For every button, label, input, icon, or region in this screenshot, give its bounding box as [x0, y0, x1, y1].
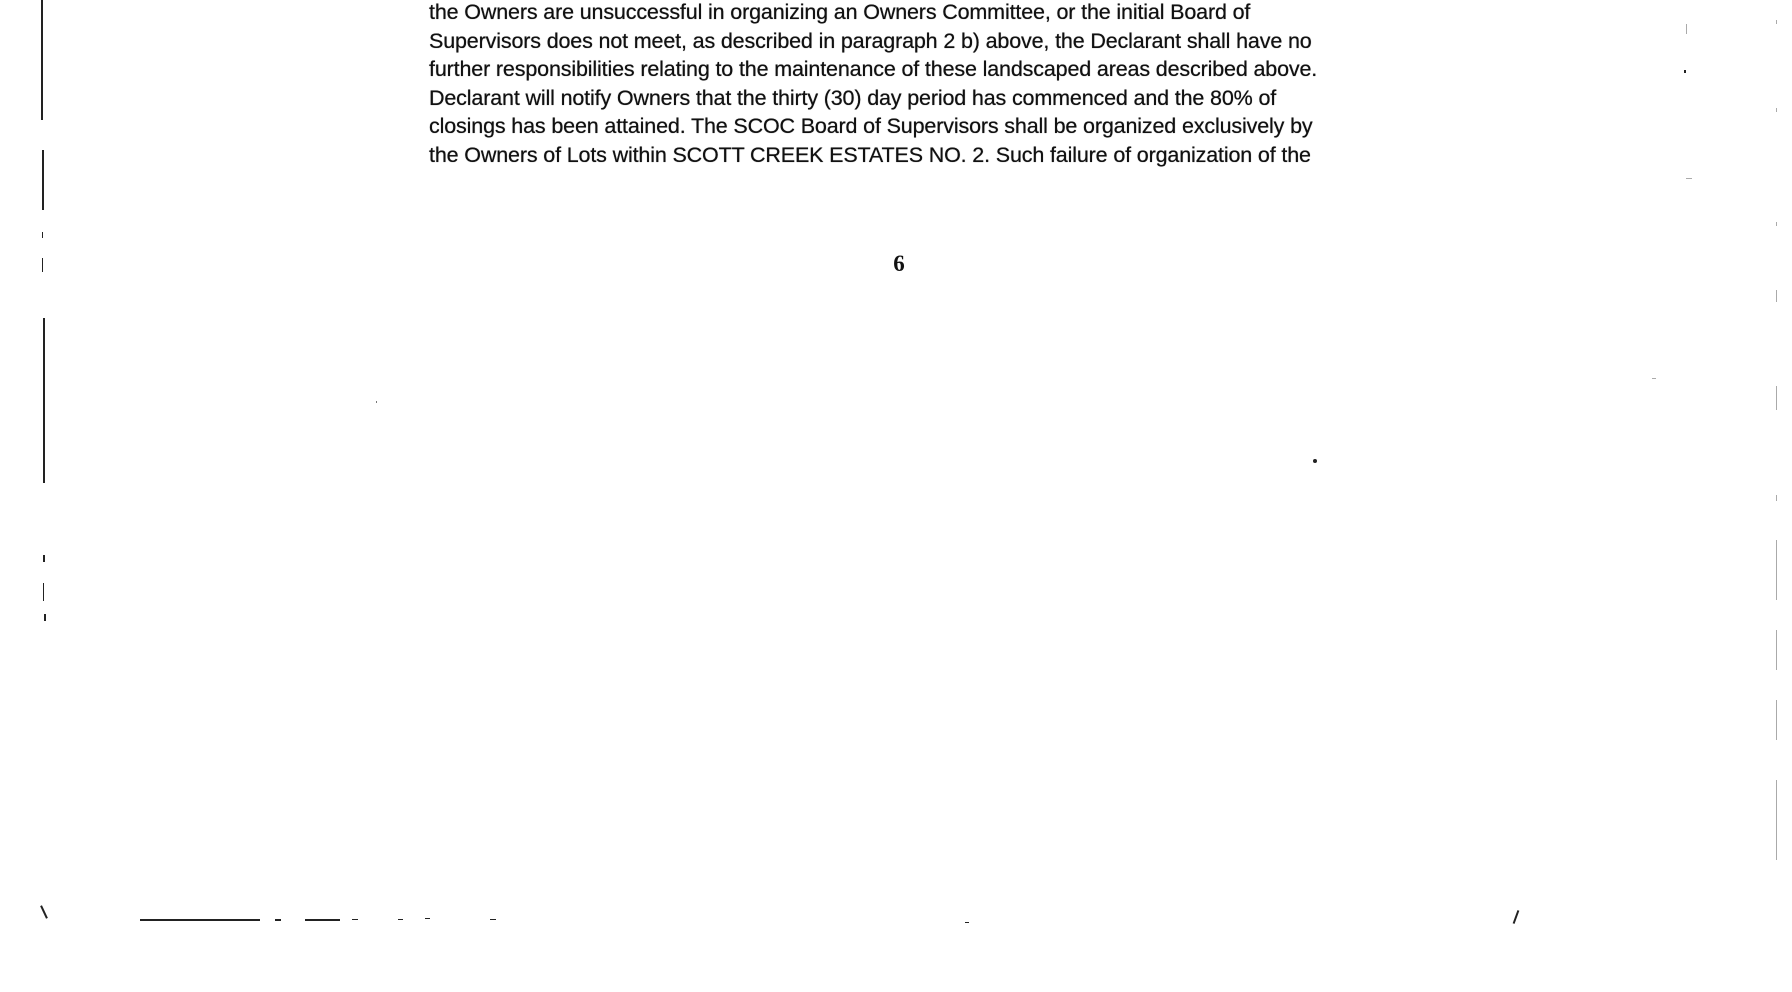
scan-mark-right-7 [1776, 495, 1777, 501]
text-line-5: closings has been attained. The SCOC Board of Supervisors shall be organized exclusively by [429, 114, 1313, 138]
scan-mark-left-4 [42, 258, 43, 272]
scan-mark-right-8 [1776, 540, 1777, 600]
scan-line-bottom-5 [398, 919, 403, 920]
scan-mark-right-1 [1686, 24, 1687, 34]
text-line-2: Supervisors does not meet, as described in paragraph 2 b) above, the Declarant shall have no [429, 28, 1312, 53]
scan-mark-right-12 [1686, 178, 1692, 179]
scan-line-bottom-3 [305, 919, 340, 921]
text-line-6: the Owners of Lots within SCOTT CREEK ESTATES NO. 2. Such failure of organization of the [429, 142, 1311, 167]
scan-mark-left-5 [43, 318, 45, 483]
scan-mark-right-10 [1776, 700, 1777, 740]
scan-mark-right-11 [1776, 780, 1777, 860]
scan-mark-right-9 [1776, 630, 1777, 670]
scan-line-bottom-6 [425, 918, 430, 919]
text-line-3: further responsibilities relating to the maintenance of these landscaped areas described above. [429, 57, 1318, 81]
scan-mark-right-6 [1776, 386, 1777, 410]
scan-mark-left-8 [44, 614, 46, 621]
scan-line-bottom-7 [490, 919, 496, 920]
page-number: 6 [893, 251, 905, 276]
scan-mark-right-3 [1776, 108, 1777, 112]
scan-mark-left-7 [43, 583, 44, 601]
text-line-4: Declarant will notify Owners that the thirty (30) day period has commenced and the 80% of [429, 85, 1277, 110]
scan-mark-left-3 [42, 232, 43, 238]
scan-mark-left-1 [41, 0, 43, 120]
scan-dot-2 [376, 401, 377, 403]
body-text [429, 0, 1459, 169]
scan-mark-right-4 [1776, 222, 1777, 226]
scan-mark-right-2 [1776, 20, 1777, 24]
scan-slash-bottom-right [1513, 910, 1520, 924]
scan-mark-left-9 [40, 905, 48, 919]
scan-mark-left-6 [43, 555, 45, 562]
scan-mark-right-13 [1652, 378, 1656, 379]
scan-dot-1 [1313, 459, 1317, 463]
scan-mark-right-5 [1776, 290, 1777, 302]
scan-line-bottom-2 [275, 919, 281, 921]
scan-line-bottom-4 [352, 919, 358, 920]
scan-dot-3 [1684, 70, 1686, 73]
scan-mark-left-2 [42, 150, 44, 210]
scan-line-bottom-1 [140, 919, 260, 921]
text-line-1: the Owners are unsuccessful in organizing an Owners Committee, or the initial Board of [429, 0, 1251, 24]
scan-dot-bottom [965, 922, 969, 923]
